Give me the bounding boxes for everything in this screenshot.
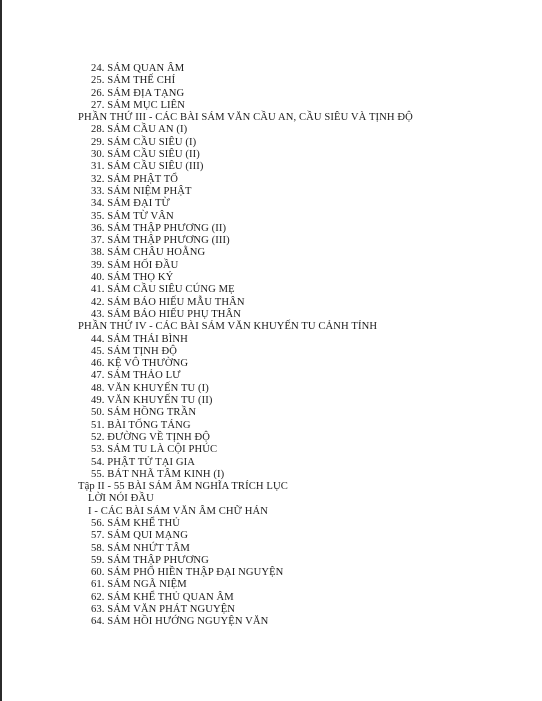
toc-entry: 59. SÁM THẬP PHƯƠNG xyxy=(91,554,209,566)
toc-entry: 38. SÁM CHÂU HOẰNG xyxy=(91,247,206,259)
toc-entry: 34. SÁM ĐẠI TỪ xyxy=(91,198,170,210)
toc-entry: 48. VĂN KHUYẾN TU (I) xyxy=(91,382,209,394)
toc-entry: 42. SÁM BÁO HIẾU MẪU THÂN xyxy=(91,296,245,308)
toc-entry: 31. SÁM CẦU SIÊU (III) xyxy=(91,161,204,173)
toc-entry: 52. ĐƯỜNG VỀ TỊNH ĐỘ xyxy=(91,431,210,443)
toc-section-heading: Tập II - 55 BÀI SÁM ÂM NGHĨA TRÍCH LỤC xyxy=(78,481,288,493)
table-of-contents xyxy=(78,63,413,629)
toc-entry: I - CÁC BÀI SÁM VĂN ÂM CHỮ HÁN xyxy=(88,505,268,517)
toc-entry: 45. SÁM TỊNH ĐỘ xyxy=(91,345,178,357)
toc-entry: LỜI NÓI ĐẦU xyxy=(88,493,154,505)
toc-entry: 33. SÁM NIỆM PHẬT xyxy=(91,185,192,197)
toc-entry: 36. SÁM THẬP PHƯƠNG (II) xyxy=(91,222,227,234)
toc-entry: 39. SÁM HỐI ĐẦU xyxy=(91,259,179,271)
toc-entry: 57. SÁM QUI MẠNG xyxy=(91,530,188,542)
toc-entry: 46. KỆ VÔ THƯỜNG xyxy=(91,358,189,370)
toc-entry: 62. SÁM KHỂ THỦ QUAN ÂM xyxy=(91,591,234,603)
toc-entry: 53. SÁM TU LÀ CỘI PHÚC xyxy=(91,444,218,456)
toc-entry: 49. VĂN KHUYẾN TU (II) xyxy=(91,395,213,407)
toc-entry: 26. SÁM ĐỊA TẠNG xyxy=(91,87,185,99)
toc-entry: 29. SÁM CẦU SIÊU (I) xyxy=(91,136,197,148)
toc-entry: 30. SÁM CẦU SIÊU (II) xyxy=(91,149,200,161)
toc-entry: 24. SÁM QUAN ÂM xyxy=(91,63,185,74)
toc-entry: 44. SÁM THÁI BÌNH xyxy=(91,333,188,345)
toc-entry: 55. BÁT NHÃ TÂM KINH (I) xyxy=(91,468,225,480)
toc-entry: 54. PHẬT TỬ TẠI GIA xyxy=(91,456,195,468)
toc-entry: 27. SÁM MỤC LIÊN xyxy=(91,99,186,111)
toc-entry: 40. SÁM THỌ KÝ xyxy=(91,272,174,284)
toc-entry: 63. SÁM VĂN PHÁT NGUYỆN xyxy=(91,604,236,616)
toc-entry: 51. BÀI TỐNG TÁNG xyxy=(91,419,191,431)
toc-entry: 64. SÁM HỒI HƯỚNG NGUYỆN VĂN xyxy=(91,616,269,628)
toc-entry: 28. SÁM CẦU AN (I) xyxy=(91,124,188,136)
toc-entry: 37. SÁM THẬP PHƯƠNG (III) xyxy=(91,235,230,247)
page-left-border xyxy=(0,0,2,701)
toc-entry: 50. SÁM HỒNG TRẦN xyxy=(91,407,197,419)
toc-entry: 61. SÁM NGÃ NIỆM xyxy=(91,579,187,591)
toc-entry: 32. SÁM PHẬT TỔ xyxy=(91,173,179,185)
toc-entry: 47. SÁM THẢO LƯ xyxy=(91,370,181,382)
toc-entry: 56. SÁM KHỂ THỦ xyxy=(91,517,181,529)
toc-section-heading: PHẦN THỨ III - CÁC BÀI SÁM VĂN CẦU AN, CẦU SIÊU VÀ TỊNH ĐỘ xyxy=(78,112,413,124)
toc-entry: 43. SÁM BÁO HIẾU PHỤ THÂN xyxy=(91,308,242,320)
toc-entry: 58. SÁM NHỨT TÂM xyxy=(91,542,190,554)
toc-entry: 35. SÁM TỪ VÂN xyxy=(91,210,174,222)
toc-entry: 60. SÁM PHỔ HIỀN THẬP ĐẠI NGUYỆN xyxy=(91,567,284,579)
toc-entry: 41. SÁM CẦU SIÊU CÚNG MẸ xyxy=(91,284,235,296)
toc-entry: 25. SÁM THẾ CHÍ xyxy=(91,75,176,87)
toc-section-heading: PHẦN THỨ IV - CÁC BÀI SÁM VĂN KHUYẾN TU CẢNH TỈNH xyxy=(78,321,378,333)
